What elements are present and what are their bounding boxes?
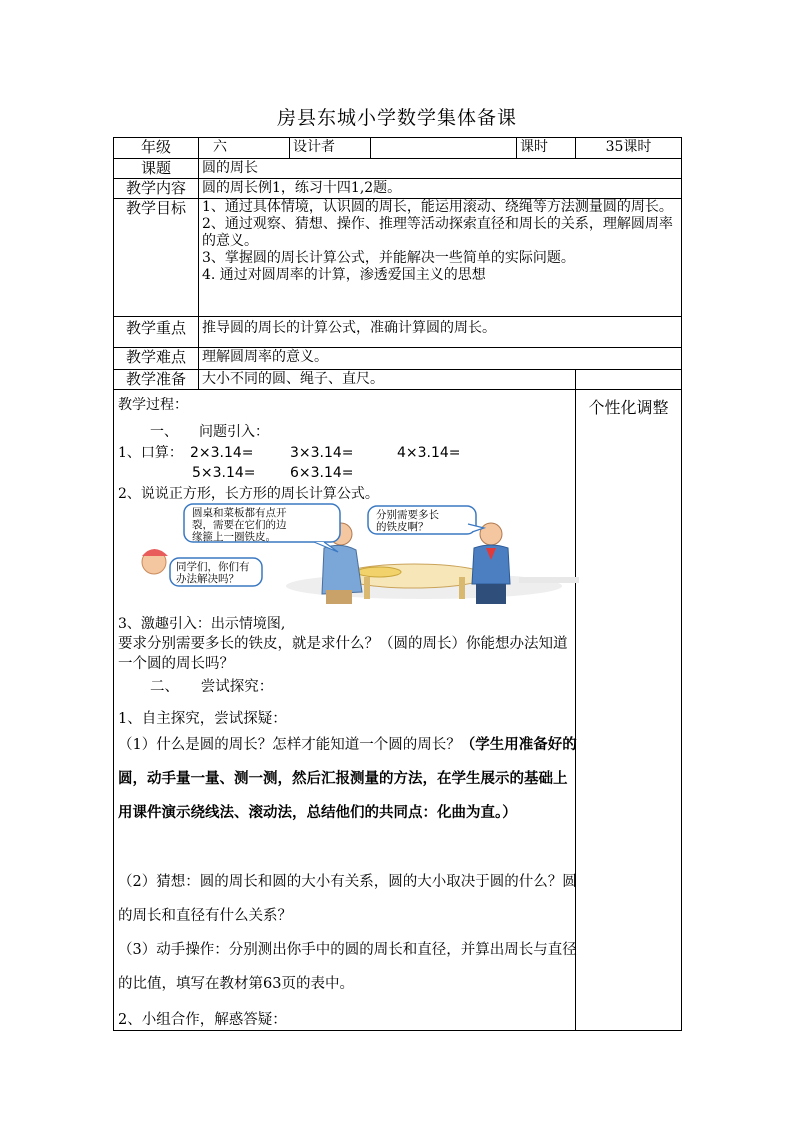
key-label: 教学重点 [114, 317, 199, 348]
bubble-2-line: 分别需要多长 [376, 509, 439, 521]
process-row [114, 390, 682, 1031]
table-leg [364, 577, 370, 599]
step-1-text: 1、自主探究，尝试探疑： [118, 711, 287, 727]
calc-item: 6×3.14= [290, 465, 354, 481]
section-2-heading: 二、 尝试探究： [150, 679, 274, 695]
process-cell [114, 390, 576, 1031]
question-1-guidance: （学生用准备好的圆，动手量一量、测一测，然后汇报测量的方法，在学生展示的基础上用课件演示绕线法、滚动法，总结他们的共同点：化曲为直。） [118, 737, 577, 821]
goal-item: 2、通过观察、猜想、操作、推理等活动探索直径和周长的关系，理解圆周率的意义。 [202, 216, 673, 249]
question-1 [118, 728, 580, 830]
teacher-hair [142, 549, 168, 556]
lesson-plan-table [113, 137, 682, 1031]
item-2-text: 2、说说正方形，长方形的周长计算公式。 [118, 486, 379, 502]
content-label: 教学内容 [114, 179, 199, 199]
topic-label: 课题 [114, 159, 199, 179]
table-leg [459, 577, 465, 599]
content-row [114, 179, 682, 199]
content-value: 圆的周长例1，练习十四1,2题。 [199, 179, 682, 199]
prep-label: 教学准备 [114, 370, 199, 390]
section-1-heading: 一、 问题引入： [150, 424, 269, 440]
period-value: 35课时 [576, 138, 682, 159]
bubble-2-line: 的铁皮啊？ [376, 521, 429, 533]
man-body [322, 545, 362, 594]
difficulty-label: 教学难点 [114, 348, 199, 370]
calc-item: 2×3.14= [190, 445, 254, 461]
boy-legs [476, 584, 506, 604]
bubble-3-line: 同学们，你们有 [176, 561, 250, 573]
goals-row [114, 199, 682, 317]
question-2: （2）猜想：圆的周长和圆的大小有关系，圆的大小取决于圆的什么？圆的周长和直径有什么关系？ [118, 874, 577, 924]
goals-cell [199, 199, 682, 317]
period-label: 课时 [517, 138, 576, 159]
difficulty-row [114, 348, 682, 370]
process-heading: 教学过程： [118, 397, 188, 413]
calc-item: 5×3.14= [192, 465, 256, 481]
question-1-text: （1）什么是圆的周长？怎样才能知道一个圆的周长？ [118, 737, 461, 753]
topic-value: 圆的周长 [199, 159, 682, 179]
goal-item: 3、掌握圆的周长计算公式，并能解决一些简单的实际问题。 [202, 250, 575, 266]
bubble-1-line: 裂，需要在它们的边 [192, 519, 287, 531]
goals-label: 教学目标 [114, 199, 199, 317]
bubble-3-line: 办法解决吗？ [176, 573, 239, 585]
boy-head [480, 523, 502, 545]
personalized-adjustment: 个性化调整 [576, 390, 682, 1031]
step-2-text: 2、小组合作，解惑答疑： [118, 1012, 287, 1028]
designer-label: 设计者 [290, 138, 371, 159]
header-row [114, 138, 682, 159]
topic-row [114, 159, 682, 179]
key-row [114, 317, 682, 348]
bubble-1-line: 缘箍上一圈铁皮。 [192, 531, 276, 543]
item-3-text: 3、激趣引入：出示情境图, [118, 616, 286, 632]
prep-value: 大小不同的圆、绳子、直尺。 [199, 370, 576, 390]
oral-calc-prefix: 1、口算： [118, 445, 183, 461]
grade-label: 年级 [114, 138, 199, 159]
page-title: 房县东城小学数学集体备课 [276, 107, 517, 129]
question-3: （3）动手操作：分别测出你手中的圆的周长和直径，并算出周长与直径的比值，填写在教材第63页的表中。 [118, 942, 577, 992]
scene-illustration [124, 502, 579, 606]
cutting-board [357, 567, 401, 577]
prep-side-cell [576, 370, 682, 390]
calc-item: 4×3.14= [397, 445, 461, 461]
grade-value: 六 [199, 138, 290, 159]
key-value: 推导圆的周长的计算公式，准确计算圆的周长。 [199, 317, 682, 348]
designer-value [371, 138, 517, 159]
prep-row [114, 370, 682, 390]
difficulty-value: 理解圆周率的意义。 [199, 348, 682, 370]
calc-item: 3×3.14= [290, 445, 354, 461]
goal-item: 1、通过具体情境，认识圆的周长，能运用滚动、绕绳等方法测量圆的周长。 [202, 199, 673, 215]
goal-item: 4. 通过对圆周率的计算，渗透爱国主义的思想 [202, 267, 486, 283]
item-3-body: 要求分别需要多长的铁皮，就是求什么？（圆的周长）你能想办法知道一个圆的周长吗？ [118, 636, 568, 672]
bubble-1-line: 圆桌和菜板都有点开 [192, 507, 287, 519]
man-legs [326, 590, 352, 604]
